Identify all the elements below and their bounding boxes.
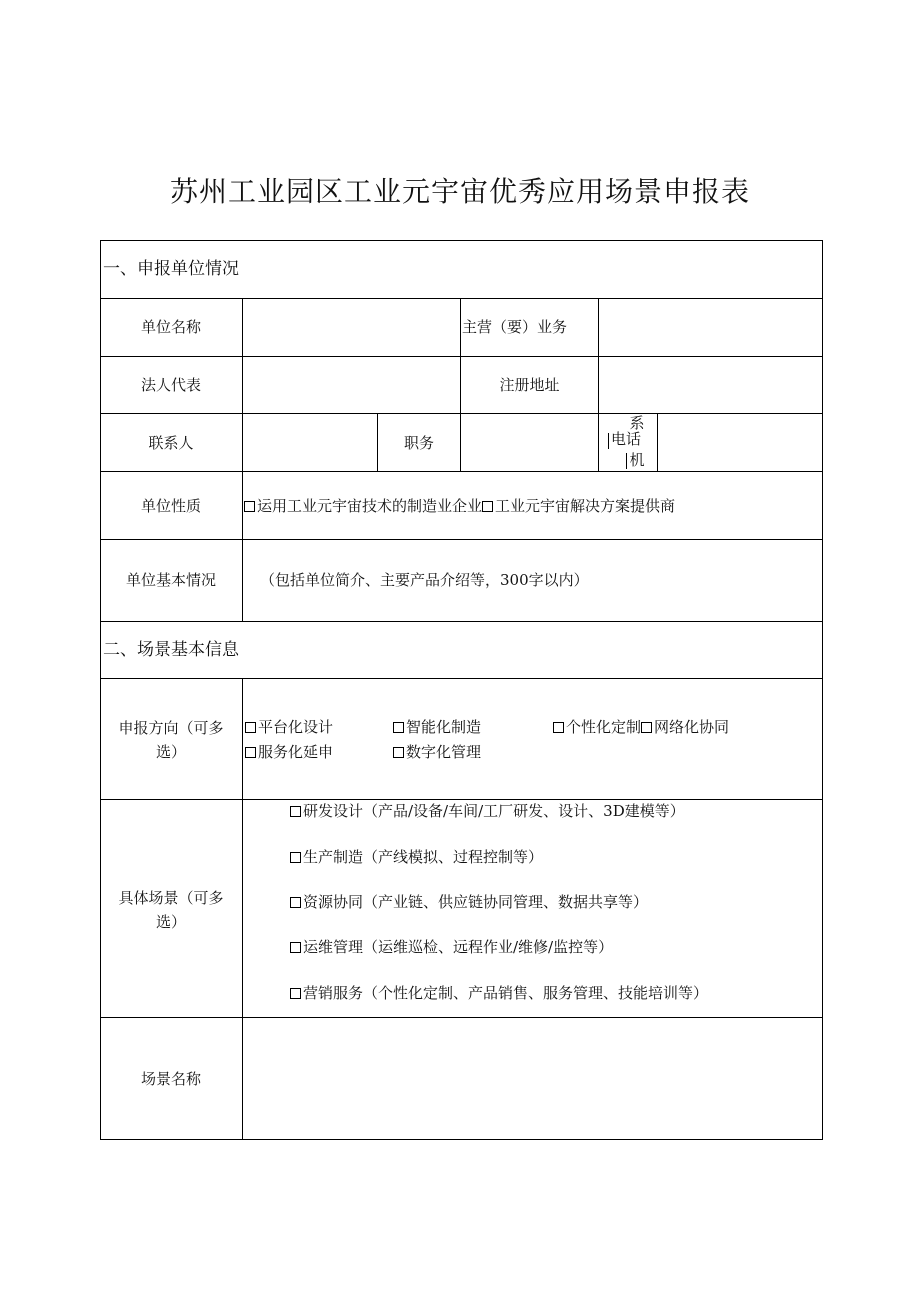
legal-rep-field[interactable] — [243, 357, 459, 412]
checkbox-rnd-design[interactable] — [290, 806, 301, 817]
checkbox-resource-collab[interactable] — [290, 897, 301, 908]
phone-label-mid: 电话 — [611, 430, 642, 448]
row-line — [100, 621, 823, 622]
direction-option: 服务化延申 — [245, 740, 333, 764]
main-business-field[interactable] — [599, 299, 821, 355]
main-business-label: 主营（要）业务 — [462, 318, 568, 336]
option-manufacturer: 运用工业元宇宙技术的制造业企业 — [257, 497, 483, 515]
scenario-option: 营销服务（个性化定制、产品销售、服务管理、技能培训等） — [290, 981, 708, 1005]
option-solution-provider: 工业元宇宙解决方案提供商 — [495, 497, 676, 515]
basic-info-label: 单位基本情况 — [125, 571, 216, 589]
scenario-option: 研发设计（产品/设备/车间/工厂研发、设计、3D建模等） — [290, 799, 685, 823]
checkbox-production[interactable] — [290, 852, 301, 863]
unit-name-label: 单位名称 — [140, 318, 201, 336]
scenario-label-line1: 具体场景（可多 — [118, 889, 224, 907]
checkbox-marketing[interactable] — [290, 988, 301, 999]
checkbox-solution-provider[interactable] — [482, 501, 493, 512]
direction-option: 个性化定制 网络化协同 — [553, 715, 729, 739]
scene-name-label: 场景名称 — [140, 1070, 201, 1088]
direction-label-line2: 选） — [155, 743, 186, 761]
nature-options — [244, 494, 675, 518]
position-label: 职务 — [403, 434, 434, 452]
checkbox-service-extension[interactable] — [245, 747, 256, 758]
checkbox-digital-management[interactable] — [393, 747, 404, 758]
checkbox-manufacturer[interactable] — [244, 501, 255, 512]
position-field[interactable] — [461, 414, 597, 470]
reg-address-field[interactable] — [599, 357, 821, 412]
application-form-table — [100, 240, 823, 1140]
checkbox-smart-manufacturing[interactable] — [393, 722, 404, 733]
reg-address-label: 注册地址 — [499, 376, 560, 394]
phone-label-top: 系 — [629, 414, 645, 432]
basic-info-hint[interactable]: （包括单位简介、主要产品介绍等，300字以内） — [260, 571, 589, 589]
table-border-right — [822, 240, 823, 1140]
checkbox-personalized-customization[interactable] — [553, 722, 564, 733]
row-line — [100, 471, 823, 472]
scenario-option: 生产制造（产线模拟、过程控制等） — [290, 845, 543, 869]
contact-label: 联系人 — [148, 434, 194, 452]
contact-field[interactable] — [243, 414, 376, 470]
direction-option: 智能化制造 — [393, 715, 481, 739]
phone-label-mark — [608, 433, 609, 449]
row-line — [100, 539, 823, 540]
checkbox-operations[interactable] — [290, 942, 301, 953]
table-border-bottom — [100, 1139, 823, 1140]
section1-heading: 一、申报单位情况 — [103, 259, 239, 279]
scenario-option: 运维管理（运维巡检、远程作业/维修/监控等） — [290, 935, 613, 959]
phone-label-bot: 机 — [629, 451, 645, 469]
form-title: 苏州工业园区工业元宇宙优秀应用场景申报表 — [169, 175, 750, 208]
legal-rep-label: 法人代表 — [140, 376, 201, 394]
direction-option: 平台化设计 — [245, 715, 333, 739]
scenario-label-line2: 选） — [155, 913, 186, 931]
direction-label-line1: 申报方向（可多 — [118, 719, 224, 737]
scenario-option: 资源协同（产业链、供应链协同管理、数据共享等） — [290, 890, 648, 914]
unit-name-field[interactable] — [243, 299, 459, 355]
checkbox-platform-design[interactable] — [245, 722, 256, 733]
row-line — [100, 678, 823, 679]
direction-option: 数字化管理 — [393, 740, 481, 764]
nature-label: 单位性质 — [140, 497, 201, 515]
checkbox-networked-collaboration[interactable] — [641, 722, 652, 733]
section2-heading: 二、场景基本信息 — [103, 640, 239, 660]
table-border-top — [100, 240, 823, 241]
phone-field[interactable] — [658, 414, 821, 470]
scene-name-field[interactable] — [243, 1018, 821, 1138]
